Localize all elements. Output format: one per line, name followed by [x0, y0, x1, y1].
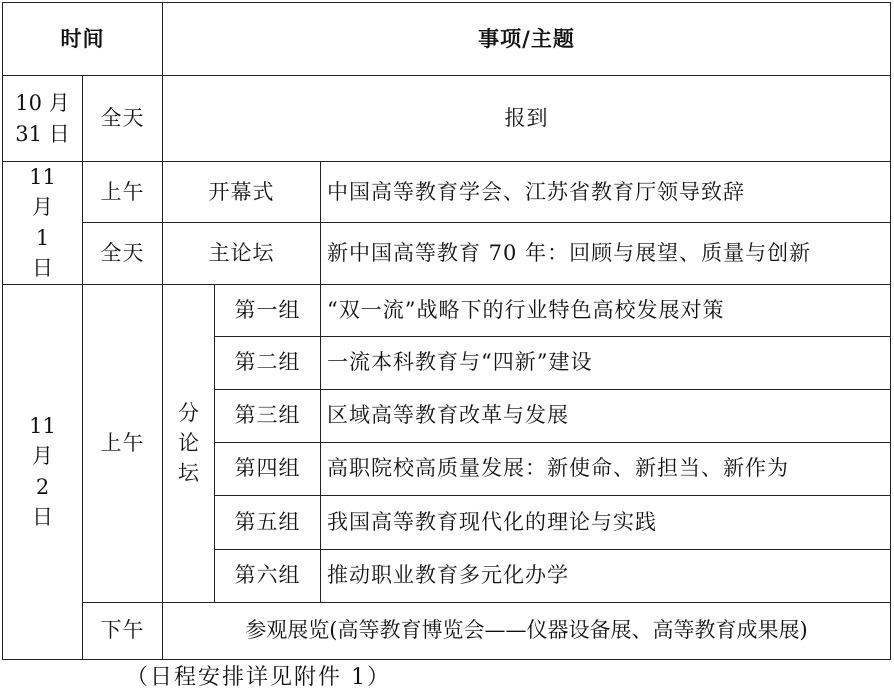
date-nov2 — [3, 284, 83, 659]
session-opening: 开幕式 — [163, 162, 321, 223]
group-4-topic: 高职院校高质量发展：新使命、新担当、新作为 — [321, 442, 891, 495]
group-5-topic: 我国高等教育现代化的理论与实践 — [321, 495, 891, 549]
group-6-name: 第六组 — [215, 549, 321, 602]
date-nov2-text: 11 月 2 日 — [29, 413, 56, 530]
row-nov1-all — [3, 223, 891, 284]
date-oct31-text: 10 月 31 日 — [15, 91, 70, 146]
row-oct31 — [3, 76, 891, 162]
group-5-name: 第五组 — [215, 495, 321, 549]
period-nov1-am: 上午 — [83, 162, 163, 223]
header-topic: 事项/主题 — [163, 3, 891, 76]
date-nov1-text: 11 月 1 日 — [29, 165, 56, 281]
row-nov1-am — [3, 162, 891, 223]
footnote: （日程安排详见附件 1） — [126, 665, 391, 690]
group-2-name: 第二组 — [215, 336, 321, 389]
forum-label: 分论坛 — [178, 400, 199, 486]
header-row — [3, 3, 891, 76]
date-nov1 — [3, 162, 83, 285]
group-3-topic: 区域高等教育改革与发展 — [321, 389, 891, 442]
topic-opening: 中国高等教育学会、江苏省教育厅领导致辞 — [321, 162, 891, 223]
forum-label-cell — [163, 284, 215, 602]
group-6-topic: 推动职业教育多元化办学 — [321, 549, 891, 602]
row-nov2-g1 — [3, 284, 891, 336]
topic-main-forum: 新中国高等教育 70 年：回顾与展望、质量与创新 — [321, 223, 891, 284]
group-2-topic: 一流本科教育与“四新”建设 — [321, 336, 891, 389]
group-1-topic: “双一流”战略下的行业特色高校发展对策 — [321, 284, 891, 336]
event-registration: 报到 — [163, 76, 891, 162]
date-oct31 — [3, 76, 83, 162]
group-3-name: 第三组 — [215, 389, 321, 442]
session-main-forum: 主论坛 — [163, 223, 321, 284]
group-1-name: 第一组 — [215, 284, 321, 336]
row-nov2-pm — [3, 602, 891, 659]
schedule-table — [2, 2, 891, 660]
header-time: 时间 — [3, 3, 163, 76]
period-nov1-all: 全天 — [83, 223, 163, 284]
period-nov2-pm: 下午 — [83, 602, 163, 659]
period-oct31: 全天 — [83, 76, 163, 162]
period-nov2-am: 上午 — [83, 284, 163, 602]
group-4-name: 第四组 — [215, 442, 321, 495]
event-exhibition: 参观展览(高等教育博览会——仪器设备展、高等教育成果展) — [163, 602, 891, 659]
